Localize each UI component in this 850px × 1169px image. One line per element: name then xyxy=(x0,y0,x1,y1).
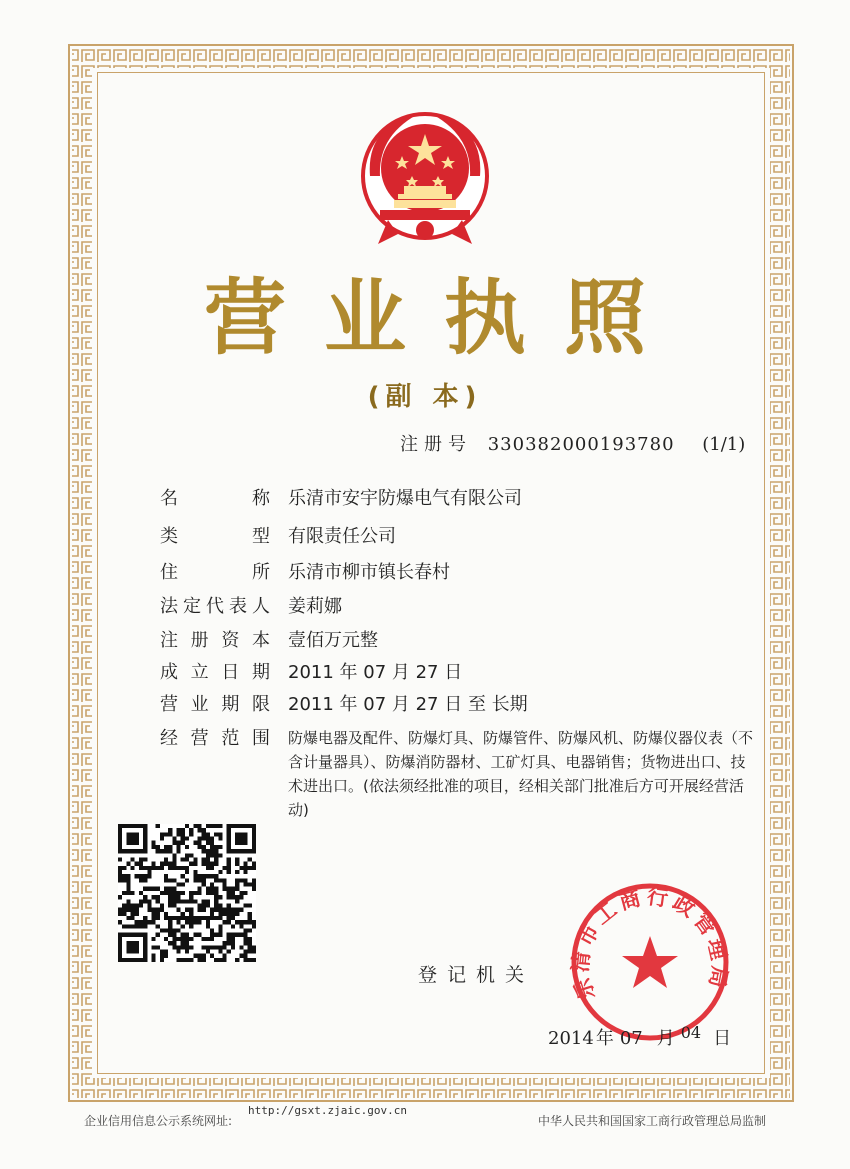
field-key-char: 营 xyxy=(160,694,178,715)
field-key-char: 本 xyxy=(251,630,270,651)
field-key-char: 代 xyxy=(206,596,224,617)
field-value: 防爆电器及配件、防爆灯具、防爆管件、防爆风机、防爆仪器仪表（不含计量器具）、防爆消防器材、工矿灯具、电器销售；货物进出口、技术进出口。(依法须经批准的项目，经相关部门批准后方可开展经营活动) xyxy=(288,729,754,819)
field-key-char: 日 xyxy=(221,662,240,683)
field-key-char: 立 xyxy=(190,662,209,683)
footer-supervisor: 中华人民共和国国家工商行政管理总局监制 xyxy=(538,1114,767,1128)
document-subtitle: (副 本) xyxy=(367,382,483,412)
field-value: 乐清市安宇防爆电气有限公司 xyxy=(288,488,522,509)
day-label: 日 xyxy=(713,1028,732,1049)
field-key-char: 册 xyxy=(190,630,209,651)
field-value: 有限责任公司 xyxy=(288,526,396,547)
issue-month: 07 xyxy=(619,1028,643,1049)
national-emblem-icon xyxy=(358,106,492,252)
field-key xyxy=(160,626,270,652)
field-key-char: 成 xyxy=(160,662,178,683)
issue-day: 04 xyxy=(680,1023,702,1042)
field-value: 乐清市柳市镇长春村 xyxy=(288,562,450,583)
field-key-char: 资 xyxy=(221,630,240,651)
field-value: 2011 年 07 月 27 日 至 长期 xyxy=(288,694,528,715)
field-key xyxy=(160,484,270,510)
field-key-char: 类 xyxy=(160,526,178,547)
issue-year: 2014 xyxy=(548,1028,594,1049)
page-indicator: (1/1) xyxy=(702,434,746,455)
registration-label: 注册号 xyxy=(400,434,472,455)
field-value: 姜莉娜 xyxy=(288,596,342,617)
field-value: 壹佰万元整 xyxy=(288,630,378,651)
field-key xyxy=(160,724,270,750)
footer-url-link[interactable]: http://gsxt.zjaic.gov.cn xyxy=(248,1104,407,1117)
field-key-char: 围 xyxy=(251,728,270,749)
field-key-char: 业 xyxy=(190,694,209,715)
registration-number: 330382000193780 xyxy=(487,434,675,455)
field-key-char: 定 xyxy=(183,596,201,617)
field-key-char: 营 xyxy=(190,728,209,749)
field-key-char: 人 xyxy=(252,596,270,617)
field-key xyxy=(160,522,270,548)
field-key-char: 期 xyxy=(221,694,240,715)
field-key xyxy=(160,558,270,584)
field-key-char: 所 xyxy=(252,562,270,583)
field-key-char: 名 xyxy=(160,488,178,509)
year-label: 年 xyxy=(595,1028,614,1049)
field-key xyxy=(160,658,270,684)
issue-date xyxy=(548,1024,737,1050)
field-key-char: 期 xyxy=(251,662,270,683)
qr-code-icon xyxy=(118,824,256,962)
field-key-char: 型 xyxy=(252,526,270,547)
field-key-char: 限 xyxy=(251,694,270,715)
document-title: 营业执照 xyxy=(203,270,684,366)
field-key-char: 表 xyxy=(229,596,247,617)
field-key xyxy=(160,592,270,618)
field-key-char: 经 xyxy=(160,728,178,749)
official-seal-icon xyxy=(568,880,732,1044)
registration-authority-label: 登记机关 xyxy=(418,964,535,986)
seal-text: 乐清市工商行政管理局 xyxy=(568,884,732,1003)
field-key-char: 称 xyxy=(252,488,270,509)
field-key-char: 注 xyxy=(160,630,178,651)
field-key-char: 范 xyxy=(221,728,240,749)
field-value: 2011 年 07 月 27 日 xyxy=(288,662,463,683)
registration-line xyxy=(400,430,745,456)
field-key-char: 法 xyxy=(160,596,178,617)
month-label: 月 xyxy=(656,1028,675,1049)
field-key-char: 住 xyxy=(160,562,178,583)
footer-site-label: 企业信用信息公示系统网址: xyxy=(84,1114,233,1128)
field-key xyxy=(160,690,270,716)
